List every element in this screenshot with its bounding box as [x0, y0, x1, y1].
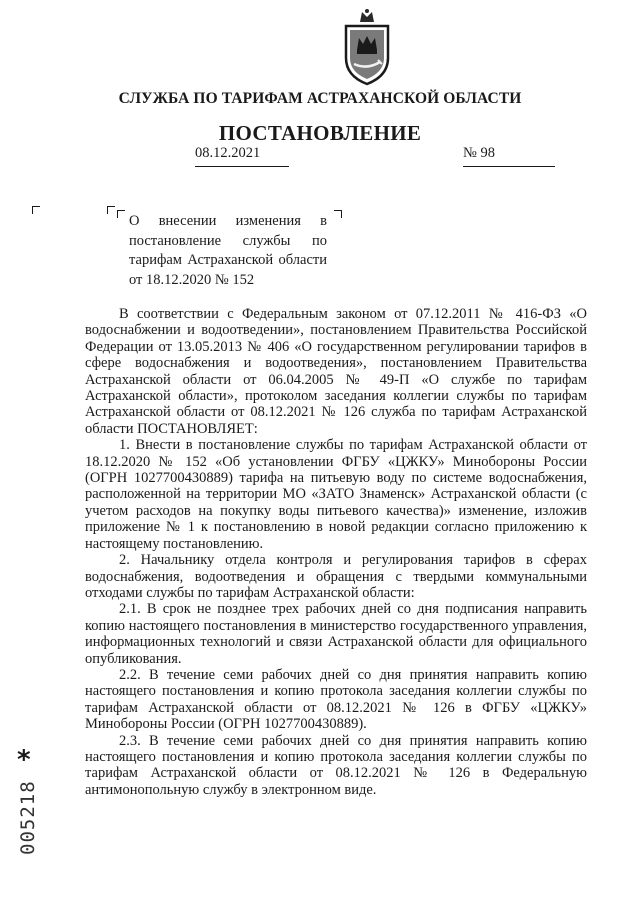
corner-mark: [32, 206, 40, 214]
margin-asterisk: *: [17, 745, 31, 775]
document-date: 08.12.2021: [195, 145, 289, 167]
corner-mark: [334, 210, 342, 218]
margin-serial-number: 005218: [17, 780, 39, 855]
organization-name: СЛУЖБА ПО ТАРИФАМ АСТРАХАНСКОЙ ОБЛАСТИ: [118, 90, 522, 107]
item-2-3-paragraph: 2.3. В течение семи рабочих дней со дня принятия направить копию настоящего постановления и копию протокола заседания коллегии службы по тарифам Астраханской области от 08.12.2021 № 126 в Федеральную антимонопольную службу в электронном виде.: [85, 732, 587, 798]
item-2-2-paragraph: 2.2. В течение семи рабочих дней со дня принятия направить копию настоящего постановления и копию протокола заседания коллегии службы по тарифам Астраханской области от 08.12.2021 № 126 в ФГБУ «ЦЖКУ» Минобороны России (ОГРН 1027700430889).: [85, 666, 587, 733]
document-subject: О внесении изменения в постановление службы по тарифам Астраханской области от 18.12.2020 № 152: [129, 213, 327, 288]
corner-mark: [107, 206, 115, 214]
document-type-title: ПОСТАНОВЛЕНИЕ: [218, 121, 422, 145]
coat-of-arms-icon: [340, 8, 394, 86]
item-2-paragraph: 2. Начальнику отдела контроля и регулирования тарифов в сферах водоснабжения, водоотведения и обращения с твердыми коммунальными отходами службы по тарифам Астраханской области:: [85, 552, 587, 601]
preamble-paragraph: В соответствии с Федеральным законом от 07.12.2011 № 416-ФЗ «О водоснабжении и водоотведении», постановлением Правительства Российской Федерации от 13.05.2013 № 406 «О государственном регулировании тарифов в сфере водоснабжения и водоотведения», постановлением Правительства Астраханской области от 06.04.2005 № 49-П «О службе по тарифам Астраханской области», протоколом заседания коллегии службы по тарифам Астраханской области от 08.12.2021 № 126 служба по тарифам Астраханской области ПОСТАНОВЛЯЕТ:: [85, 306, 587, 437]
document-number: № 98: [463, 145, 555, 167]
document-body: [85, 306, 587, 798]
item-1-paragraph: 1. Внести в постановление службы по тарифам Астраханской области от 18.12.2020 № 152 «Об установлении ФГБУ «ЦЖКУ» Минобороны России (ОГРН 1027700430889) тарифа на питьевую воду по системе водоснабжения, расположенной на территории МО «ЗАТО Знаменск» Астраханской области (с учетом расходов на покупку воды питьевого качества)» изменение, изложив приложение № 1 к постановлению в новой редакции согласно приложению к настоящему постановлению.: [85, 437, 587, 552]
item-2-1-paragraph: 2.1. В срок не позднее трех рабочих дней со дня подписания направить копию настоящего постановления в министерство государственного управления, информационных технологий и связи Астраханской области для официального опубликования.: [85, 601, 587, 667]
corner-mark: [117, 210, 125, 218]
